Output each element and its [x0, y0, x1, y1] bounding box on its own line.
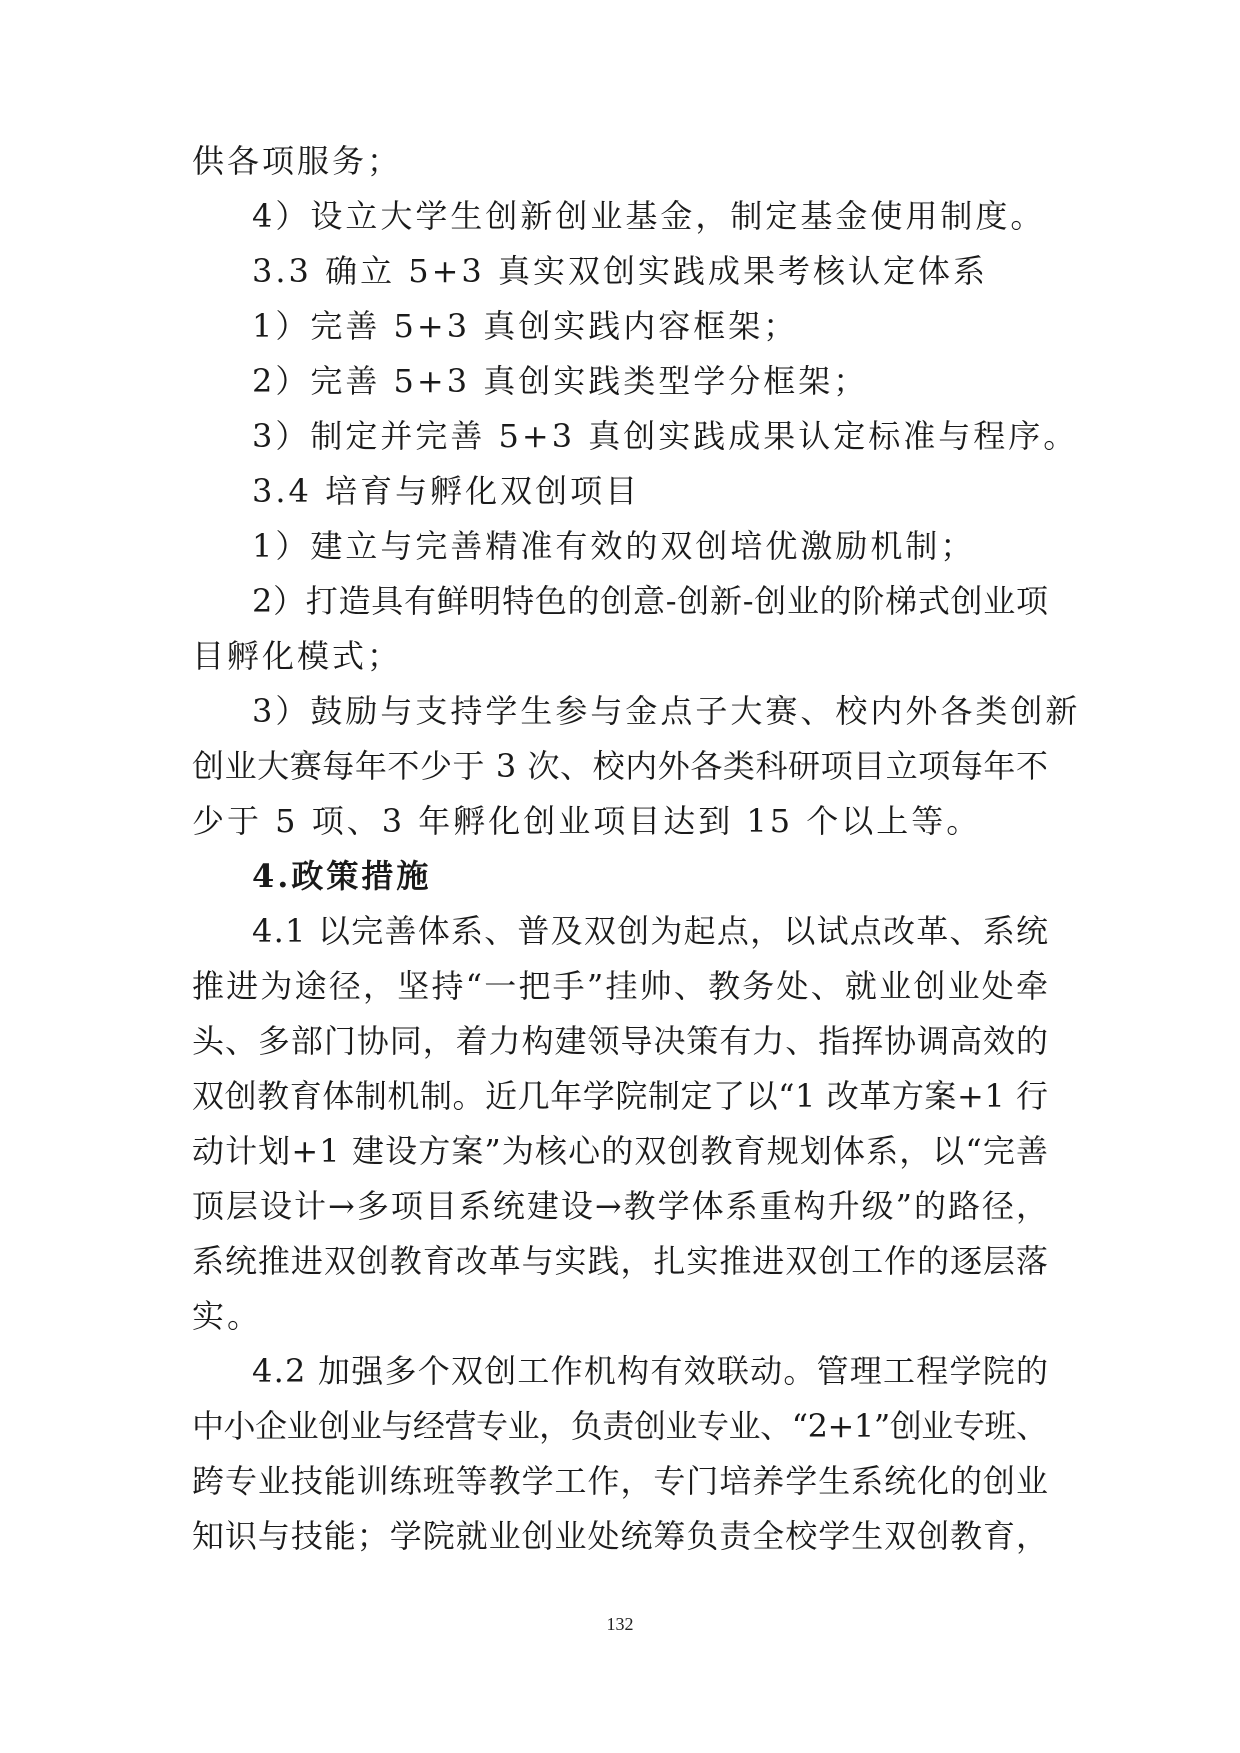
text-line: 系统推进双创教育改革与实践，扎实推进双创工作的逐层落 — [192, 1242, 1049, 1280]
section-heading: 3.4 培育与孵化双创项目 — [252, 472, 641, 510]
text-line: 2）打造具有鲜明特色的创意-创新-创业的阶梯式创业项 — [252, 582, 1049, 620]
text-line: 目孵化模式； — [192, 637, 403, 675]
chapter-heading: 4.政策措施 — [252, 857, 432, 895]
text-line: 少于 5 项、3 年孵化创业项目达到 15 个以上等。 — [192, 802, 982, 840]
section-heading: 3.3 确立 5+3 真实双创实践成果考核认定体系 — [252, 252, 988, 290]
text-line: 供各项服务； — [192, 142, 403, 180]
text-line: 顶层设计→多项目系统建设→教学体系重构升级”的路径， — [192, 1187, 1050, 1225]
text-line: 1）建立与完善精准有效的双创培优激励机制； — [252, 527, 976, 565]
page-number: 132 — [606, 1614, 634, 1634]
text-line: 2）完善 5+3 真创实践类型学分框架； — [252, 362, 869, 400]
text-line: 中小企业创业与经营专业，负责创业专业、“2+1”创业专班、 — [192, 1407, 1048, 1445]
text-line: 3）制定并完善 5+3 真创实践成果认定标准与程序。 — [252, 417, 1079, 455]
text-line: 4.1 以完善体系、普及双创为起点，以试点改革、系统 — [252, 912, 1050, 950]
text-line: 4.2 加强多个双创工作机构有效联动。管理工程学院的 — [252, 1352, 1050, 1390]
text-line: 4）设立大学生创新创业基金，制定基金使用制度。 — [252, 197, 1046, 235]
text-line: 跨专业技能训练班等教学工作，专门培养学生系统化的创业 — [192, 1462, 1049, 1500]
text-line: 动计划+1 建设方案”为核心的双创教育规划体系，以“完善 — [192, 1132, 1050, 1170]
text-line: 双创教育体制机制。近几年学院制定了以“1 改革方案+1 行 — [192, 1077, 1049, 1115]
text-line: 头、多部门协同，着力构建领导决策有力、指挥协调高效的 — [192, 1022, 1049, 1060]
text-line: 推进为途径，坚持“一把手”挂帅、教务处、就业创业处牵 — [192, 967, 1051, 1005]
text-line: 创业大赛每年不少于 3 次、校内外各类科研项目立项每年不 — [192, 747, 1049, 785]
text-line: 3）鼓励与支持学生参与金点子大赛、校内外各类创新 — [252, 692, 1081, 730]
text-line: 实。 — [192, 1297, 263, 1335]
text-line: 1）完善 5+3 真创实践内容框架； — [252, 307, 799, 345]
text-line: 知识与技能；学院就业创业处统筹负责全校学生双创教育， — [192, 1517, 1049, 1555]
